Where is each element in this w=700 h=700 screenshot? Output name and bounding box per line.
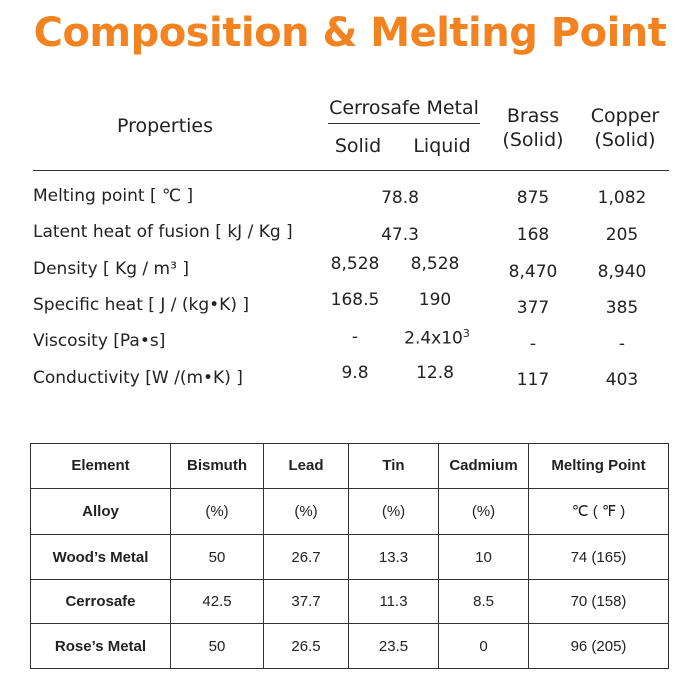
copper-density: 8,940 [597, 262, 647, 282]
brass-latent-heat: 168 [516, 225, 550, 245]
row-label-viscosity: Viscosity [Pa•s] [33, 331, 166, 351]
table-cell: 13.3 [349, 535, 439, 580]
viscosity-liquid [390, 327, 484, 349]
density-solid: 8,528 [330, 254, 380, 274]
cerrosafe-underline [328, 123, 480, 124]
row-label-conductivity: Conductivity [W /(m•K) ] [33, 368, 243, 388]
header-cell: Bismuth [171, 444, 264, 489]
conductivity-solid: 9.8 [341, 363, 369, 383]
row-label-specific-heat: Specific heat [ J / (kg•K) ] [33, 295, 249, 315]
specific-heat-liquid: 190 [418, 290, 452, 310]
table-cell: 96 (205) [529, 624, 669, 669]
page-title: Composition & Melting Point [33, 10, 667, 56]
brass-density: 8,470 [508, 262, 558, 282]
viscosity-liquid-base: 2.4x10 [404, 328, 463, 349]
table-cell: 37.7 [264, 579, 349, 624]
table-cell: (%) [349, 488, 439, 535]
header-copper-state: (Solid) [594, 129, 656, 151]
header-brass: Brass [506, 105, 560, 127]
header-cell: Melting Point [529, 444, 669, 489]
table-cell: (%) [171, 488, 264, 535]
copper-specific-heat: 385 [605, 298, 639, 318]
header-properties: Properties [116, 115, 214, 137]
row-label-latent-heat: Latent heat of fusion [ kJ / Kg ] [33, 222, 293, 242]
table-cell: 42.5 [171, 579, 264, 624]
table-cell: 10 [439, 535, 529, 580]
table-cell: 74 (165) [529, 535, 669, 580]
table-cell: (%) [439, 488, 529, 535]
conductivity-liquid: 12.8 [416, 363, 454, 383]
table-cell: 23.5 [349, 624, 439, 669]
row-label-cell: Wood’s Metal [31, 535, 171, 580]
alloy-table-header-row [31, 444, 669, 489]
table-cell: ℃ ( ℉ ) [529, 488, 669, 535]
table-row [31, 624, 669, 669]
density-liquid: 8,528 [410, 254, 460, 274]
header-solid: Solid [334, 135, 382, 157]
viscosity-solid: - [351, 327, 359, 347]
header-divider [33, 170, 669, 171]
header-cell: Element [31, 444, 171, 489]
table-row [31, 535, 669, 580]
alloy-composition-table [30, 443, 669, 669]
table-cell: 11.3 [349, 579, 439, 624]
copper-viscosity: - [618, 334, 626, 354]
brass-specific-heat: 377 [516, 298, 550, 318]
header-cell: Lead [264, 444, 349, 489]
table-cell: (%) [264, 488, 349, 535]
cerrosafe-melting-point: 78.8 [381, 188, 419, 208]
table-cell: 50 [171, 535, 264, 580]
table-cell: 50 [171, 624, 264, 669]
row-label-cell: Alloy [31, 488, 171, 535]
brass-melting-point: 875 [516, 188, 550, 208]
row-label-density: Density [ Kg / m³ ] [33, 259, 189, 279]
row-label-cell: Cerrosafe [31, 579, 171, 624]
header-cell: Cadmium [439, 444, 529, 489]
header-liquid: Liquid [413, 135, 471, 157]
table-cell: 26.7 [264, 535, 349, 580]
header-cerrosafe-metal: Cerrosafe Metal [329, 97, 479, 119]
cerrosafe-latent-heat: 47.3 [381, 225, 419, 245]
viscosity-liquid-exponent: 3 [462, 327, 470, 340]
table-row [31, 579, 669, 624]
table-cell: 26.5 [264, 624, 349, 669]
brass-conductivity: 117 [516, 370, 550, 390]
table-cell: 8.5 [439, 579, 529, 624]
header-cell: Tin [349, 444, 439, 489]
specific-heat-solid: 168.5 [330, 290, 380, 310]
table-cell: 0 [439, 624, 529, 669]
brass-viscosity: - [529, 334, 537, 354]
table-cell: 70 (158) [529, 579, 669, 624]
row-label-melting-point: Melting point [ ℃ ] [33, 186, 194, 206]
header-brass-state: (Solid) [502, 129, 564, 151]
row-label-cell: Rose’s Metal [31, 624, 171, 669]
header-copper: Copper [590, 105, 660, 127]
table-row [31, 488, 669, 535]
copper-melting-point: 1,082 [597, 188, 647, 208]
copper-conductivity: 403 [605, 370, 639, 390]
copper-latent-heat: 205 [605, 225, 639, 245]
